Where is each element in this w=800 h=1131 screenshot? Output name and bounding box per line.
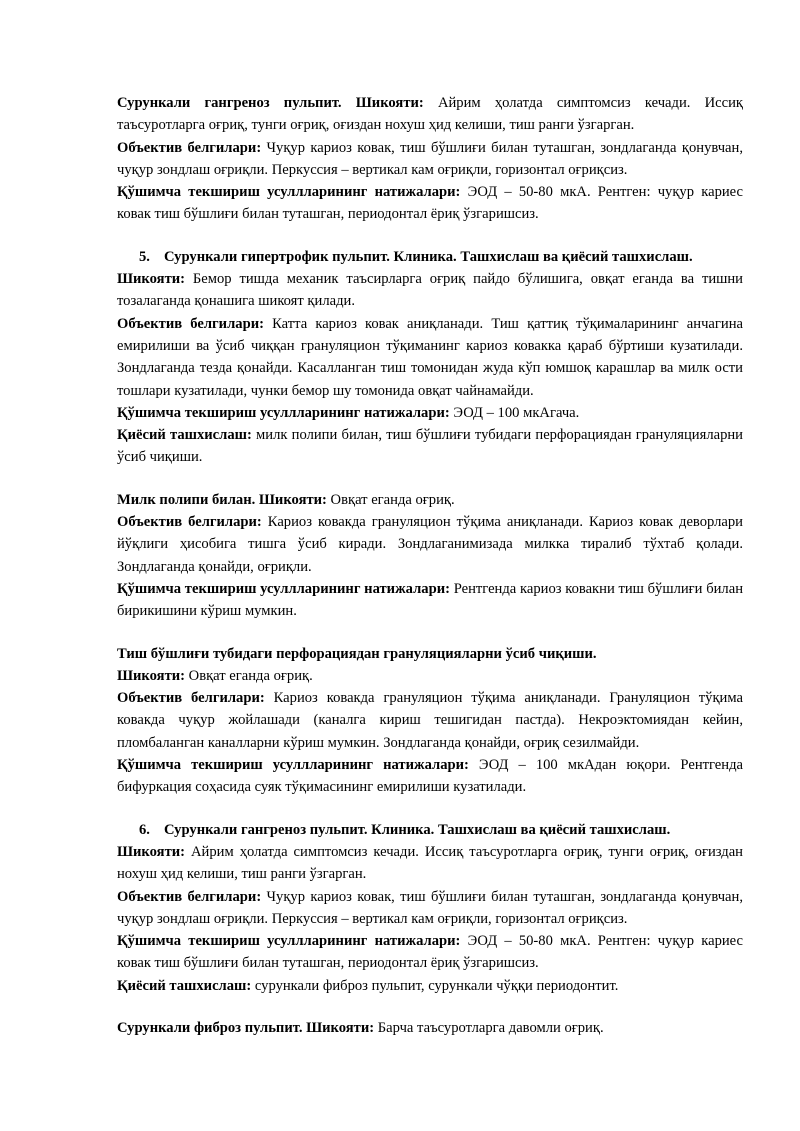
paragraph-label: Қиёсий ташхислаш:	[117, 977, 252, 994]
paragraph	[117, 975, 743, 997]
paragraph	[117, 268, 743, 313]
paragraph-label: Шикояти:	[117, 271, 186, 288]
paragraph	[117, 181, 743, 226]
paragraph-label: Сурункали гангреноз пульпит. Шикояти:	[117, 95, 424, 111]
paragraph-text: Бемор тишда механик таъсирларга оғриқ пайдо бўлишига, овқат еганда ва тишни тозалаганда қонашига шикоят қилади.	[117, 271, 743, 310]
paragraph-label: Шикояти:	[117, 843, 186, 860]
paragraph-text: Чуқур кариоз ковак, тиш бўшлиғи билан туташган, зондлаганда қонувчан, чуқур зондлаш оғриқли. Перкуссия – вертикал кам оғриқли, горизонтал оғриқсиз.	[117, 139, 743, 178]
paragraph-text: Кариоз ковакда грануляцион тўқима аниқланади. Грануляцион тўқима ковакда чуқур жойлашади (каналга кириш тешигидан пастда). Некроэктомиядан кейин, пломбаланган каналларни кўриш мумкин. Зондлаганда қонайди, оғриқ сезилмайди.	[117, 690, 743, 751]
paragraph-gap	[117, 799, 743, 819]
paragraph-text: милк полипи билан, тиш бўшлиғи тубидаги перфорациядан грануляцияларни ўсиб чиқиши.	[117, 427, 743, 466]
paragraph	[117, 665, 743, 687]
paragraph	[117, 841, 743, 886]
paragraph-label: Объектив белгилари:	[117, 514, 262, 531]
section-number: 5.	[139, 248, 150, 265]
section-heading	[117, 819, 743, 841]
paragraph-gap	[117, 469, 743, 489]
paragraph	[117, 886, 743, 931]
paragraph-text: Барча таъсуротларга давомли оғриқ.	[374, 1019, 604, 1036]
paragraph-label: Объектив белгилари:	[117, 690, 265, 707]
paragraph	[117, 313, 743, 402]
paragraph	[117, 643, 743, 665]
paragraph-label: Қўшимча текшириш усуллларининг натижалари:	[117, 404, 450, 421]
section-number: 6.	[139, 821, 150, 838]
paragraph-text: сурункали фиброз пульпит, сурункали чўққи периодонтит.	[251, 977, 619, 994]
paragraph-text: ЭОД – 50-80 мкА. Рентген: чуқур кариес ковак тиш бўшлиғи билан туташган, периодонтал ёриқ ўзгаришсиз.	[117, 184, 743, 223]
paragraph-gap	[117, 226, 743, 246]
paragraph-text: Катта кариоз ковак аниқланади. Тиш қаттиқ тўқималарининг анчагина емирилиши ва ўсиб чиққан грануляцион тўқиманинг кариоз ковакка қараб бўртиши кузатилади. Зондлаганда тезда қонайди. Касалланган тиш томонидан жуда кўп юмшоқ карашлар ва милк ости тошлари кузатилади, чунки бемор шу томонида овқат чайнамайди.	[117, 315, 743, 399]
paragraph-text: Чуқур кариоз ковак, тиш бўшлиғи билан туташган, зондлаганда қонувчан, чуқур зондлаш оғриқли. Перкуссия – вертикал кам оғриқли, горизонтал оғриқсиз.	[117, 888, 743, 927]
paragraph-text: Овқат еганда оғриқ.	[185, 667, 313, 684]
paragraph-text: Кариоз ковакда грануляцион тўқима аниқланади. Кариоз ковак деворлари йўқлиги ҳисобига тишга ўсиб киради. Зондлаганимизада милкка тиралиб тўхтаб қолади. Зондлаганда қонайди, оғриқли.	[117, 514, 743, 575]
paragraph-label: Объектив белгилари:	[117, 139, 262, 156]
paragraph	[117, 92, 743, 137]
paragraph-label: Қўшимча текшириш усуллларининг натижалари:	[117, 184, 461, 201]
paragraph-text: ЭОД – 50-80 мкА. Рентген: чуқур кариес ковак тиш бўшлиғи билан туташган, периодонтал ёриқ ўзгаришсиз.	[117, 933, 743, 972]
paragraph	[117, 578, 743, 623]
paragraph	[117, 424, 743, 469]
section-title: Сурункали гангреноз пульпит. Клиника. Ташхислаш ва қиёсий ташхислаш.	[164, 821, 671, 838]
paragraph-label: Тиш бўшлиғи тубидаги перфорациядан грануляцияларни ўсиб чиқиши.	[117, 645, 597, 662]
paragraph-label: Шикояти:	[117, 667, 186, 684]
paragraph-label: Қиёсий ташхислаш:	[117, 427, 252, 444]
paragraph	[117, 754, 743, 799]
paragraph	[117, 1017, 743, 1039]
paragraph-label: Қўшимча текшириш усуллларининг натижалари:	[117, 580, 450, 597]
paragraph	[117, 402, 743, 424]
paragraph-gap	[117, 997, 743, 1017]
paragraph-label: Қўшимча текшириш усуллларининг натижалари:	[117, 933, 461, 950]
section-title: Сурункали гипертрофик пульпит. Клиника. Ташхислаш ва қиёсий ташхислаш.	[164, 248, 693, 265]
paragraph	[117, 930, 743, 975]
paragraph-text: Овқат еганда оғриқ.	[326, 491, 455, 508]
paragraph	[117, 137, 743, 182]
paragraph-label: Қўшимча текшириш усуллларининг натижалари:	[117, 757, 469, 774]
paragraph-label: Сурункали фиброз пульпит. Шикояти:	[117, 1019, 375, 1036]
paragraph-text: Айрим ҳолатда симптомсиз кечади. Иссиқ таъсуротларга оғриқ, тунги оғриқ, оғиздан нохуш ҳид келиши, тиш ранги ўзгарган.	[117, 95, 743, 134]
paragraph-text: ЭОД – 100 мкАгача.	[449, 404, 580, 421]
paragraph	[117, 511, 743, 578]
paragraph-text: Айрим ҳолатда симптомсиз кечади. Иссиқ таъсуротларга оғриқ, тунги оғриқ, оғиздан нохуш ҳид келиши, тиш ранги ўзгарган.	[117, 843, 743, 883]
paragraph	[117, 687, 743, 754]
paragraph-label: Милк полипи билан. Шикояти:	[117, 491, 327, 508]
paragraph-label: Объектив белгилари:	[117, 315, 264, 332]
paragraph-text: Рентгенда кариоз ковакни тиш бўшлиғи билан бирикишини кўриш мумкин.	[117, 580, 744, 620]
paragraph-gap	[117, 623, 743, 643]
paragraph-label: Объектив белгилари:	[117, 888, 262, 905]
paragraph-text: ЭОД – 100 мкАдан юқори. Рентгенда бифуркация соҳасида суяк тўқимасининг емирилиши кузатилади.	[117, 757, 743, 796]
section-heading	[117, 246, 743, 268]
paragraph	[117, 489, 743, 511]
